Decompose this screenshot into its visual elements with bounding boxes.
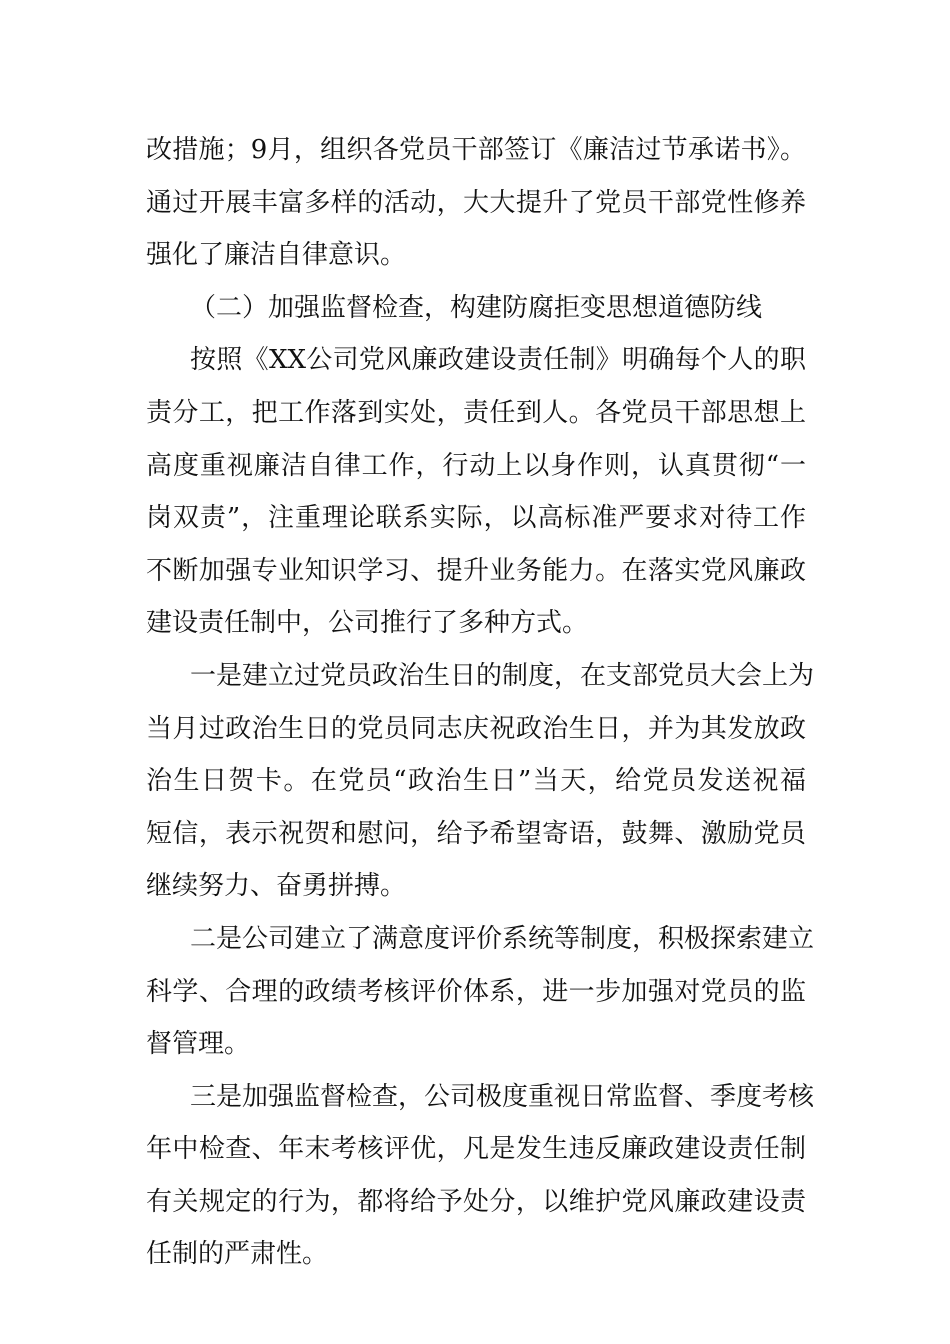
text-line: 有关规定的行为，都将给予处分，以维护党风廉政建设责: [146, 1186, 806, 1217]
text-line: 三是加强监督检查，公司极度重视日常监督、季度考核: [190, 1081, 815, 1112]
text-line: 强化了廉洁自律意识。: [146, 240, 407, 271]
text-line: 高度重视廉洁自律工作，行动上以身作则，认真贯彻“一: [146, 450, 806, 481]
text-line: 继续努力、奋勇拼搏。: [146, 871, 407, 902]
text-line: 通过开展丰富多样的活动，大大提升了党员干部党性修养: [146, 187, 806, 218]
text-line: 建设责任制中，公司推行了多种方式。: [146, 608, 589, 639]
text-line: 督管理。: [146, 1029, 251, 1060]
text-line: 岗双责”，注重理论联系实际，以高标准严要求对待工作: [146, 503, 806, 534]
text-line: 短信，表示祝贺和慰问，给予希望寄语，鼓舞、激励党员: [146, 818, 806, 849]
text-line: 改措施；9月，组织各党员干部签订《廉洁过节承诺书》。: [146, 135, 806, 165]
document-body: [146, 124, 815, 1281]
section-heading: （二）加强监督检查，构建防腐拒变思想道德防线: [190, 292, 763, 323]
text-line: 责分工，把工作落到实处，责任到人。各党员干部思想上: [146, 397, 806, 428]
text-line: 科学、合理的政绩考核评价体系，进一步加强对党员的监: [146, 976, 806, 1007]
text-line: 不断加强专业知识学习、提升业务能力。在落实党风廉政: [146, 555, 806, 586]
text-line: 任制的严肃性。: [146, 1239, 329, 1270]
text-line: 当月过政治生日的党员同志庆祝政治生日，并为其发放政: [146, 713, 806, 744]
text-line: 一是建立过党员政治生日的制度，在支部党员大会上为: [190, 660, 815, 691]
text-line: 治生日贺卡。在党员“政治生日”当天，给党员发送祝福: [146, 766, 806, 797]
text-line: 按照《XX公司党风廉政建设责任制》明确每个人的职: [190, 345, 806, 376]
text-line: 二是公司建立了满意度评价系统等制度，积极探索建立: [190, 923, 815, 954]
text-line: 年中检查、年末考核评优，凡是发生违反廉政建设责任制: [146, 1134, 806, 1165]
